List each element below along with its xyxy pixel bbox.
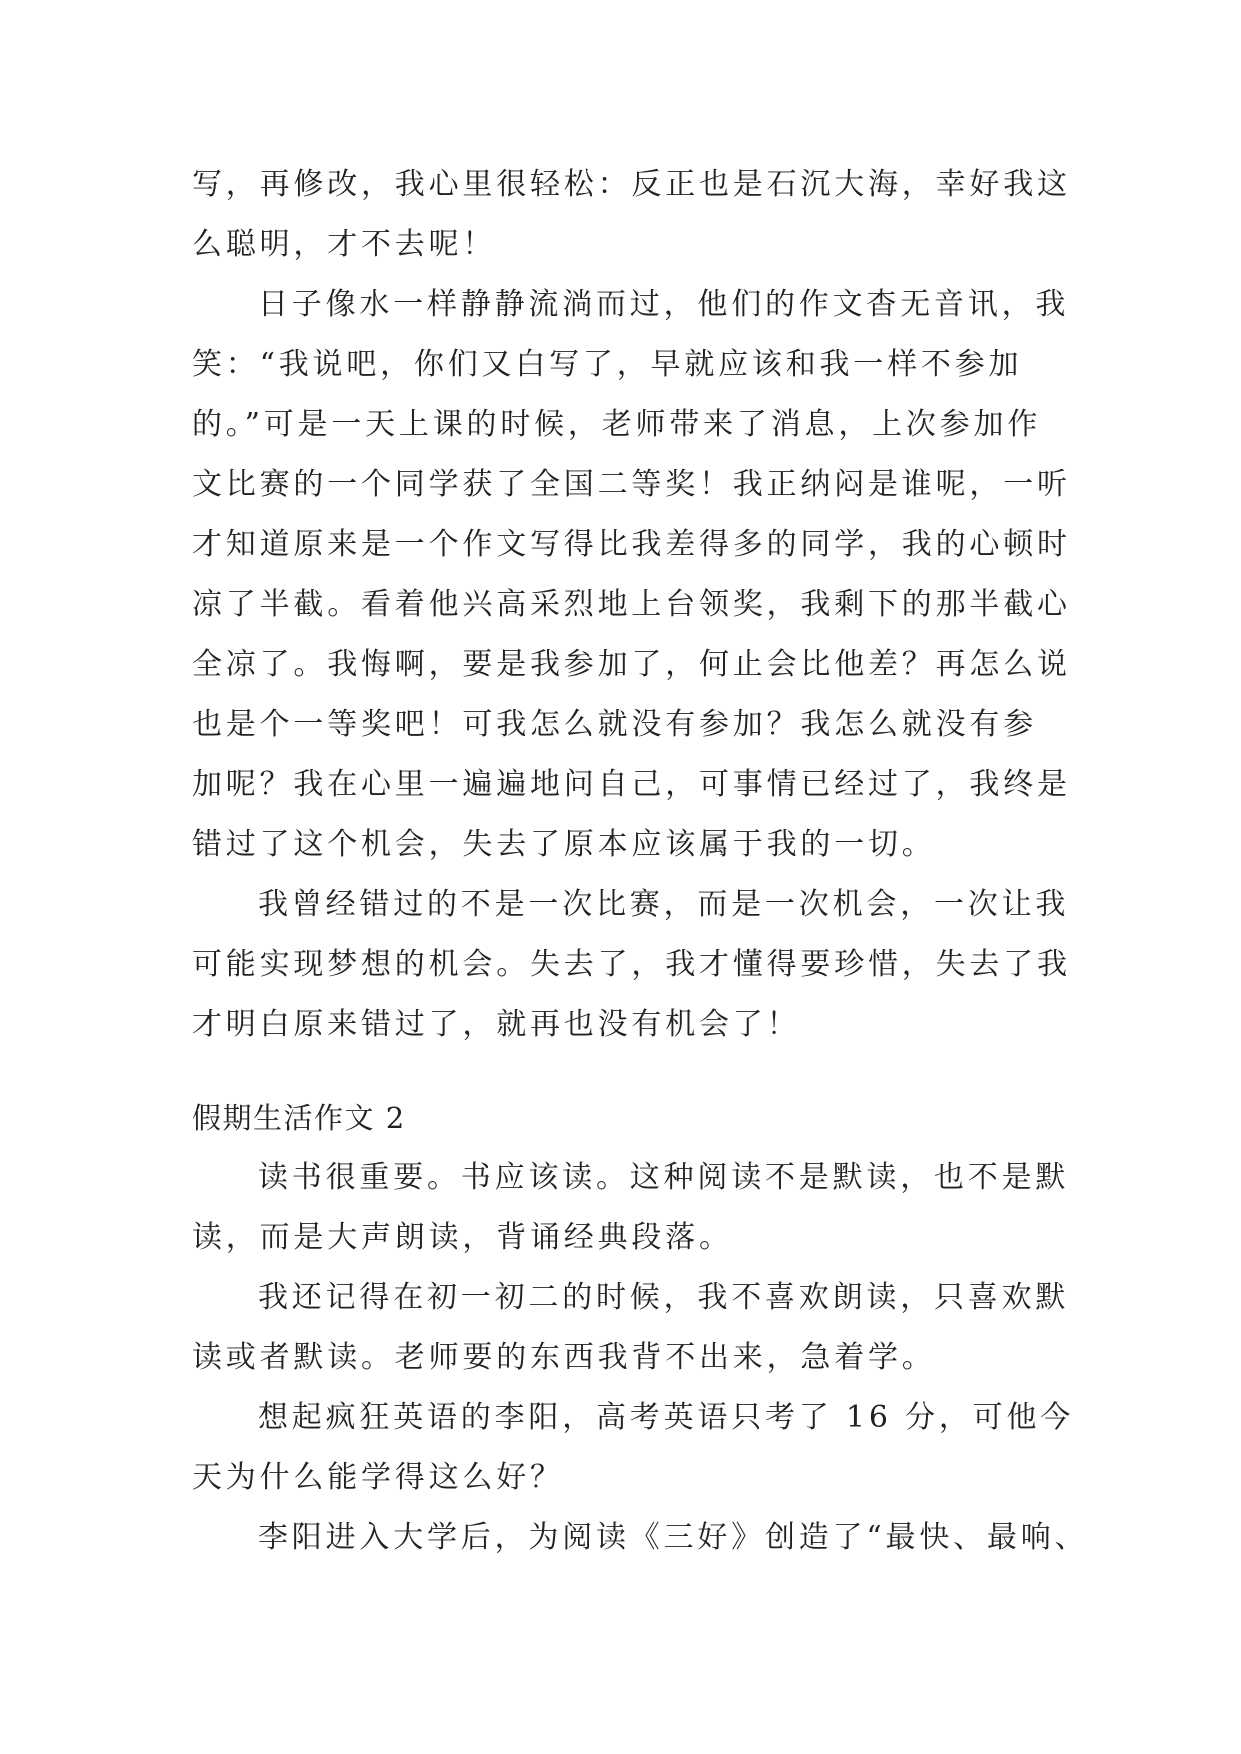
text-line: 也是个一等奖吧！可我怎么就没有参加？我怎么就没有参	[192, 707, 1037, 742]
paragraph-start-line: 李阳进入大学后，为阅读《三好》创造了“最快、最响、	[258, 1520, 1089, 1555]
text-line: 可能实现梦想的机会。失去了，我才懂得要珍惜，失去了我	[192, 947, 1071, 982]
text-line: 读或者默读。老师要的东西我背不出来，急着学。	[192, 1340, 936, 1375]
essay-heading: 假期生活作文 2	[192, 1101, 406, 1135]
text-line: 天为什么能学得这么好？	[192, 1460, 564, 1495]
text-line: 笑：“我说吧，你们又白写了，早就应该和我一样不参加	[192, 347, 1023, 382]
paragraph-start-line: 读书很重要。书应该读。这种阅读不是默读，也不是默	[258, 1160, 1070, 1195]
text-line: 文比赛的一个同学获了全国二等奖！我正纳闷是谁呢，一听	[192, 467, 1071, 502]
text-line: 么聪明，才不去呢！	[192, 227, 497, 262]
text-line: 错过了这个机会，失去了原本应该属于我的一切。	[192, 827, 936, 862]
essay-section-2	[192, 1148, 1089, 1568]
text-line: 读，而是大声朗读，背诵经典段落。	[192, 1220, 733, 1255]
text-line: 写，再修改，我心里很轻松：反正也是石沉大海，幸好我这	[192, 167, 1071, 202]
text-line: 凉了半截。看着他兴高采烈地上台领奖，我剩下的那半截心	[192, 587, 1071, 622]
paragraph-start-line: 想起疯狂英语的李阳，高考英语只考了 16 分，可他今	[258, 1400, 1075, 1435]
paragraph-start-line: 我还记得在初一初二的时候，我不喜欢朗读，只喜欢默	[258, 1280, 1070, 1315]
paragraph-start-line: 我曾经错过的不是一次比赛，而是一次机会，一次让我	[258, 887, 1070, 922]
text-line: 全凉了。我悔啊，要是我参加了，何止会比他差？再怎么说	[192, 647, 1071, 682]
text-line: 才知道原来是一个作文写得比我差得多的同学，我的心顿时	[192, 527, 1071, 562]
text-line: 加呢？我在心里一遍遍地问自己，可事情已经过了，我终是	[192, 767, 1071, 802]
paragraph-start-line: 日子像水一样静静流淌而过，他们的作文杳无音讯，我	[258, 287, 1070, 322]
essay-section-1	[192, 155, 1071, 1055]
text-line: 才明白原来错过了，就再也没有机会了！	[192, 1007, 801, 1042]
text-line: 的。”可是一天上课的时候，老师带来了消息，上次参加作	[192, 407, 1042, 442]
